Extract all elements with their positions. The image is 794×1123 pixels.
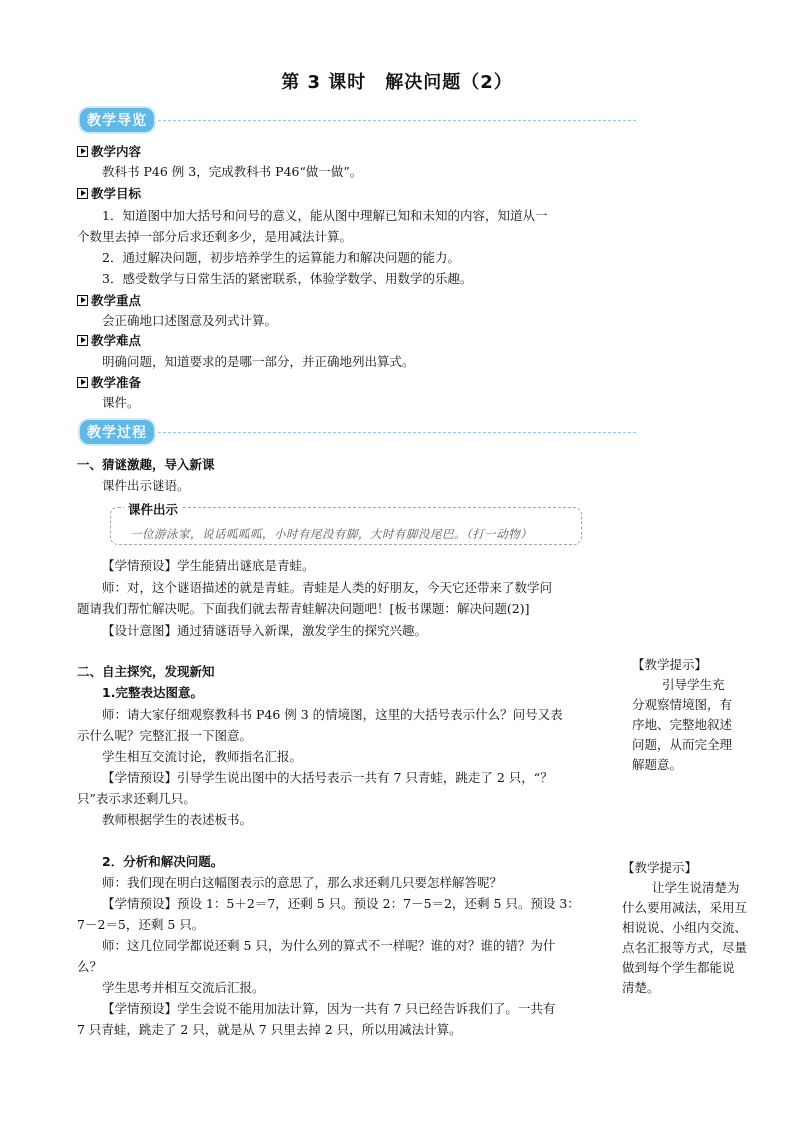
part2-line: 只”表示求还剩几只。	[77, 791, 196, 806]
heading-key	[77, 291, 141, 309]
goal-2: 2．通过解决问题，初步培养学生的运算能力和解决问题的能力。	[102, 250, 460, 265]
part2-heading: 二、自主探究，发现新知	[77, 664, 215, 679]
teaching-tip-2	[622, 858, 782, 998]
banner-label: 教学导览	[78, 106, 156, 134]
part1-line: 【学情预设】学生能猜出谜底是青蛙。	[102, 558, 315, 573]
heading-prep	[77, 373, 141, 391]
part2-line: 7－2＝5，还剩 5 只。	[77, 917, 205, 932]
teaching-tip-1	[632, 655, 782, 775]
heading-label: 教学内容	[91, 144, 142, 159]
tip-heading: 【教学提示】	[622, 860, 698, 875]
tip-line: 解题意。	[632, 757, 683, 772]
riddle-text: 一位游泳家，说话呱呱呱，小时有尾没有脚，大时有脚没尾巴。（打一动物）	[130, 527, 533, 541]
part2-line: 【学情预设】预设 1：5＋2＝7，还剩 5 只。预设 2：7－5＝2，还剩 5 只。预设 3：	[102, 896, 580, 911]
courseware-label: 课件出示	[124, 500, 182, 518]
heading-content	[77, 142, 141, 160]
part2-line: 学生思考并相互交流后汇报。	[102, 980, 265, 995]
tip-line: 点名汇报等方式，尽量	[622, 940, 748, 955]
goal-3: 3．感受数学与日常生活的紧密联系，体验学数学、用数学的乐趣。	[102, 271, 473, 286]
prep-body: 课件。	[102, 395, 140, 410]
tip-line: 清楚。	[622, 980, 660, 995]
content-body: 教科书 P46 例 3，完成教科书 P46“做一做”。	[102, 164, 363, 179]
tip-line: 让学生说清楚为	[652, 880, 740, 895]
tip-line: 序地、完整地叙述	[632, 717, 733, 732]
part1-line: 课件出示谜语。	[102, 478, 190, 493]
section-banner-guide	[78, 107, 636, 133]
part2-subheading: 2．分析和解决问题。	[102, 854, 224, 869]
play-icon	[77, 335, 88, 346]
banner-divider	[158, 120, 636, 121]
page-title: 第 3 课时 解决问题（2）	[281, 72, 513, 93]
part2-line: 师：我们现在明白这幅图表示的意思了，那么求还剩几只要怎样解答呢？	[102, 875, 503, 890]
heading-goals	[77, 184, 141, 202]
play-icon	[77, 377, 88, 388]
difficulty-body: 明确问题，知道要求的是哪一部分，并正确地列出算式。	[102, 354, 415, 369]
banner-divider	[158, 432, 636, 433]
play-icon	[77, 295, 88, 306]
part1-heading: 一、猜谜激趣，导入新课	[77, 457, 215, 472]
part2-line: 示什么呢？完整汇报一下图意。	[77, 728, 253, 743]
tip-heading: 【教学提示】	[632, 657, 708, 672]
part2-line: 么？	[77, 959, 103, 974]
part1-line: 【设计意图】通过猜谜语导入新课，激发学生的探究兴趣。	[102, 623, 428, 638]
part2-line: 教师根据学生的表述板书。	[102, 812, 253, 827]
part2-line: 【学情预设】引导学生说出图中的大括号表示一共有 7 只青蛙，跳走了 2 只，“？	[102, 770, 553, 785]
part2-line: 学生相互交流讨论，教师指名汇报。	[102, 749, 303, 764]
heading-label: 教学重点	[91, 293, 142, 308]
heading-label: 教学目标	[91, 186, 142, 201]
part1-line: 题请我们帮忙解决呢。下面我们就去帮青蛙解决问题吧！[板书课题：解决问题(2)]	[77, 601, 530, 616]
heading-label: 教学难点	[91, 333, 142, 348]
tip-line: 相说说、小组内交流、	[622, 920, 748, 935]
heading-label: 教学准备	[91, 375, 142, 390]
banner-label: 教学过程	[78, 418, 156, 446]
goal-1b: 个数里去掉一部分后求还剩多少，是用减法计算。	[77, 229, 353, 244]
part2-subheading: 1.完整表达图意。	[102, 685, 203, 700]
tip-line: 分观察情境图，有	[632, 697, 733, 712]
key-body: 会正确地口述图意及列式计算。	[102, 313, 278, 328]
part1-line: 师：对，这个谜语描述的就是青蛙。青蛙是人类的好朋友，今天它还带来了数学问	[102, 580, 553, 595]
tip-line: 什么要用减法，采用互	[622, 900, 748, 915]
tip-line: 问题，从而完全理	[632, 737, 733, 752]
goal-1a: 1．知道图中加大括号和问号的意义，能从图中理解已知和未知的内容，知道从一	[102, 208, 548, 223]
section-banner-process	[78, 419, 636, 445]
part2-line: 7 只青蛙，跳走了 2 只，就是从 7 只里去掉 2 只，所以用减法计算。	[77, 1022, 462, 1037]
part2-line: 师：请大家仔细观察教科书 P46 例 3 的情境图，这里的大括号表示什么？问号又表	[102, 707, 563, 722]
heading-difficulty	[77, 331, 141, 349]
tip-line: 做到每个学生都能说	[622, 960, 735, 975]
part2-line: 师：这几位同学都说还剩 5 只，为什么列的算式不一样呢？谁的对？谁的错？为什	[102, 938, 556, 953]
part2-line: 【学情预设】学生会说不能用加法计算，因为一共有 7 只已经告诉我们了。一共有	[102, 1001, 556, 1016]
tip-line: 引导学生充	[662, 677, 725, 692]
play-icon	[77, 188, 88, 199]
play-icon	[77, 146, 88, 157]
